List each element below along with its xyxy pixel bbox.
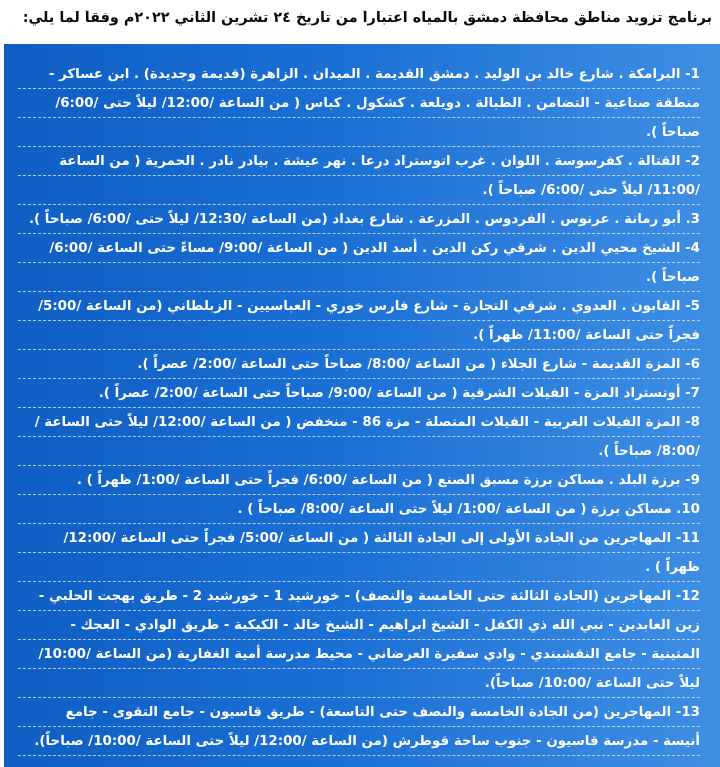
schedule-line-text: 9- برزة البلد . مساكن برزة مسبق الصنع ( من الساعة /6:00/ فجراً حتى الساعة /1:00/ ظهراً ) . bbox=[76, 473, 700, 488]
schedule-line bbox=[18, 495, 700, 524]
schedule-line bbox=[18, 640, 700, 669]
schedule-line-text: ظهراً ) . bbox=[645, 560, 700, 575]
schedule-line bbox=[18, 292, 700, 321]
schedule-line bbox=[18, 147, 700, 176]
schedule-line-text: 13- المهاجرين (من الجادة الخامسة والنصف حتى التاسعة) - طريق قاسيون - جامع التقوى - جامع bbox=[65, 705, 700, 720]
schedule-line-text: 11- المهاجرين من الجادة الأولى إلى الجادة الثالثة ( من الساعة /5:00/ فجراً حتى الساعة /12:00/ bbox=[63, 531, 700, 546]
schedule-line bbox=[18, 176, 700, 205]
schedule-line bbox=[18, 582, 700, 611]
schedule-line-text: 7- أوتستراد المزة - الفيلات الشرقية ( من الساعة /9:00/ صباحاً حتى الساعة /2:00/ عصراً ). bbox=[98, 386, 700, 401]
schedule-line-text: 4- الشيخ محيي الدين . شرقي ركن الدين . أسد الدين ( من الساعة /9:00/ مساءً حتى الساعة /6:00/ bbox=[49, 241, 700, 256]
schedule-line bbox=[18, 60, 700, 89]
schedule-line-text: 2- القتالة . كفرسوسة . اللوان . غرب اتوستراد درعا . نهر عيشة . بيادر نادر . الحمرية ( من الساعة bbox=[59, 154, 700, 169]
schedule-line bbox=[18, 205, 700, 234]
schedule-line-text: 1- البرامكة . شارع خالد بن الوليد . دمشق القديمة . الميدان . الزاهرة (قديمة وجديدة) . ابن عساكر - bbox=[48, 67, 700, 82]
schedule-line bbox=[18, 118, 700, 147]
schedule-line-text: صباحاً ). bbox=[646, 125, 700, 140]
schedule-line-text: 5- القابون . العدوي . شرقي التجارة - شارع فارس خوري - العباسيين - الزبلطاني (من الساعة /5:00/ bbox=[38, 299, 700, 314]
schedule-line-text: أنيسة - مدرسة قاسيون - جنوب ساحة قوطرش (من الساعة /12:00/ ليلاً حتى الساعة /10:00/ صباحاً). bbox=[34, 734, 700, 749]
page-title: برنامج تزويد مناطق محافظة دمشق بالمياه اعتباراً من تاريخ ٢٤ تشرين الثاني ٢٠٢٢م وفقاً لما يلي: bbox=[22, 10, 712, 26]
title-bar bbox=[0, 0, 720, 44]
schedule-line bbox=[18, 234, 700, 263]
schedule-panel bbox=[4, 44, 720, 767]
schedule-line-text: /11:00/ ليلاً حتى /6:00/ صباحاً ). bbox=[482, 183, 700, 198]
schedule-line bbox=[18, 466, 700, 495]
schedule-line-text: صباحاً ). bbox=[646, 270, 700, 285]
schedule-line bbox=[18, 89, 700, 118]
schedule-line-text: فجراً حتى الساعة /11:00/ ظهراً ). bbox=[473, 328, 700, 343]
schedule-line bbox=[18, 698, 700, 727]
schedule-line-text: المتينية - جامع النقشبندي - وادي سفيرة العرضاني - محيط مدرسة أمية الغفارية (من الساعة /10:00/ bbox=[38, 647, 700, 662]
schedule-line-text: 10. مساكن برزة ( من الساعة /1:00/ ليلاً حتى الساعة /8:00/ صباحاً ) . bbox=[237, 502, 700, 517]
schedule-line bbox=[18, 727, 700, 756]
schedule-line-text: زين العابدين - نبي الله ذي الكفل - الشيخ ابراهيم - الشيخ خالد - الكيكية - طريق الوادي - العجك - bbox=[70, 618, 700, 633]
schedule-line bbox=[18, 350, 700, 379]
schedule-line bbox=[18, 669, 700, 698]
schedule-line-text: 6- المزة القديمة - شارع الجلاء ( من الساعة /8:00/ صباحاً حتى الساعة /2:00/ عصراً ). bbox=[137, 357, 700, 372]
schedule-line-text: 8- المزة الفيلات الغربية - الفيلات المتصلة - مزة 86 - منخفض ( من الساعة /12:00/ ليلاً حتى الساعة / bbox=[34, 415, 700, 430]
schedule-line-text: 3. أبو رمانة . عرنوس . الفردوس . المزرعة . شارع بغداد (من الساعة /12:30/ ليلاً حتى /6:00/ صباحاً ). bbox=[28, 212, 700, 227]
schedule-line bbox=[18, 321, 700, 350]
schedule-line bbox=[18, 553, 700, 582]
schedule-line bbox=[18, 437, 700, 466]
schedule-list bbox=[18, 60, 700, 756]
schedule-line-text: ليلاً حتى الساعة /10:00/ صباحاً). bbox=[484, 676, 700, 691]
schedule-line-text: 12- المهاجرين (الجادة الثالثة حتى الخامسة والنصف) - خورشيد 1 - خورشيد 2 - طريق بهجت الحلبي - bbox=[38, 589, 700, 604]
schedule-line bbox=[18, 408, 700, 437]
schedule-line bbox=[18, 379, 700, 408]
schedule-line bbox=[18, 524, 700, 553]
schedule-line bbox=[18, 263, 700, 292]
schedule-line bbox=[18, 611, 700, 640]
schedule-line-text: منطقة صناعية - التضامن . الطبالة . دويلعة . كشكول . كباس ( من الساعة /12:00/ ليلاً حتى /6:00/ bbox=[55, 96, 700, 111]
schedule-line-text: /8:00/ صباحاً ). bbox=[598, 444, 700, 459]
